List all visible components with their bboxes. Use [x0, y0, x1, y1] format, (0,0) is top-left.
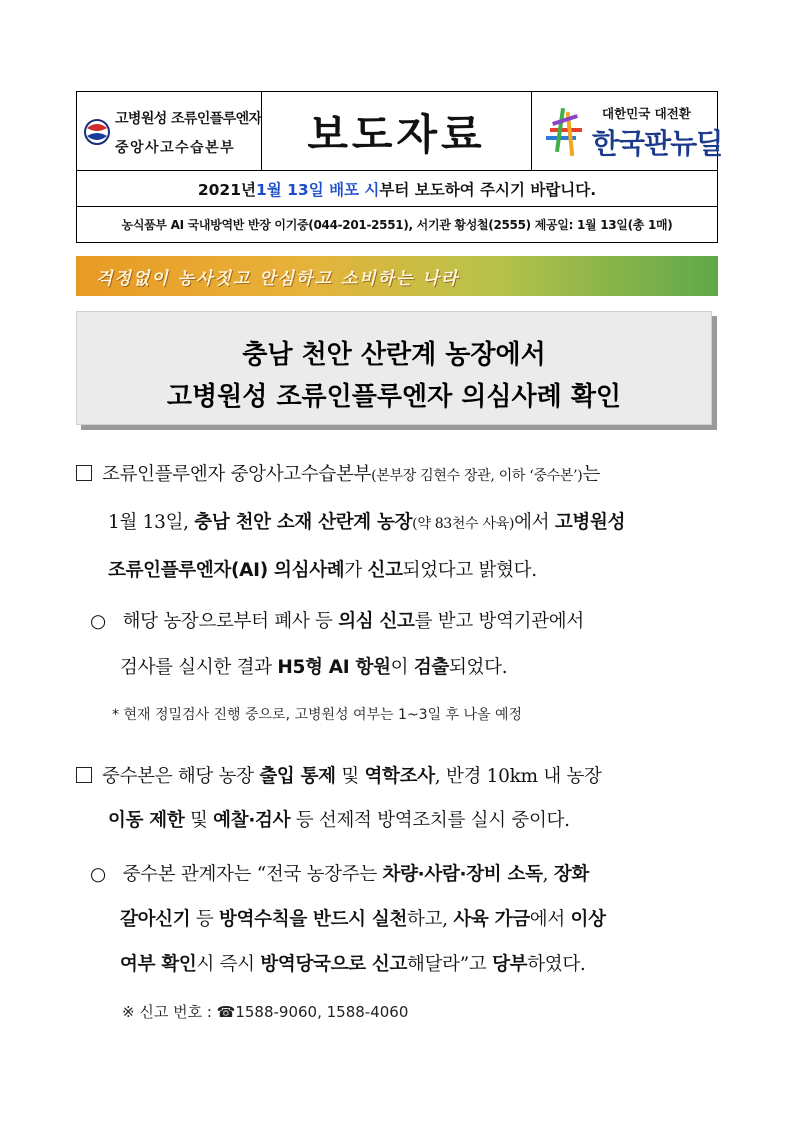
- contact-line: 농식품부 AI 국내방역반 반장 이기중(044-201-2551), 서기관 황성철(2555) 제공일: 1월 13일(총 1매): [121, 218, 673, 232]
- korean-new-deal-logo: [532, 92, 723, 171]
- press-title-cell: [262, 92, 532, 171]
- paragraph-1-line2: 1월 13일, 충남 천안 소재 산란계 농장(약 83천수 사육)에서 고병원성: [108, 512, 626, 533]
- paragraph-1-line1: 조류인플루엔자 중앙사고수습본부(본부장 김현수 장관, 이하 ‘중수본’)는: [76, 460, 600, 486]
- embargo-text: 부터 보도하여 주시기 바랍니다.: [379, 180, 597, 199]
- embargo-line: [77, 171, 717, 207]
- circle-bullet-icon: ○: [90, 611, 106, 632]
- embargo-year: 2021년: [197, 180, 256, 199]
- header-top-row: [77, 92, 723, 171]
- press-title: 보도자료: [307, 109, 486, 159]
- org-name-line1: 고병원성 조류인플루엔자: [115, 111, 262, 127]
- square-bullet-icon: [76, 767, 92, 783]
- paragraph-2-line2: 이동 제한 및 예찰·검사 등 선제적 방역조치를 실시 중이다.: [108, 810, 570, 831]
- circle-bullet-icon: ○: [90, 864, 106, 885]
- embargo-date: 1월 13일 배포 시: [255, 180, 380, 199]
- government-emblem-icon: [83, 104, 111, 160]
- paragraph-1-line3: 조류인플루엔자(AI) 의심사례가 신고되었다고 밝혔다.: [108, 560, 537, 581]
- square-bullet-icon: [76, 465, 92, 481]
- bullet-1-line1: ○ 해당 농장으로부터 폐사 등 의심 신고를 받고 방역기관에서: [90, 611, 584, 632]
- report-phone-numbers: ※ 신고 번호 : ☎1588-9060, 1588-4060: [122, 1003, 409, 1021]
- headline-line1: 충남 천안 산란계 농장에서: [242, 340, 546, 370]
- paragraph-2-line1: 중수본은 해당 농장 출입 통제 및 역학조사, 반경 10km 내 농장: [76, 762, 602, 788]
- org-name-line2: 중앙사고수습본부: [115, 140, 236, 156]
- new-deal-name: 한국판뉴딜: [592, 127, 723, 160]
- slogan-banner: [76, 256, 718, 296]
- bullet-2-line2: 갈아신기 등 방역수칙을 반드시 실천하고, 사육 가금에서 이상: [120, 909, 606, 930]
- ministry-logo: [77, 92, 262, 171]
- headline-box: [76, 311, 712, 425]
- headline-line2: 고병원성 조류인플루엔자 의심사례 확인: [166, 382, 622, 412]
- new-deal-tagline: 대한민국 대전환: [602, 106, 691, 121]
- bullet-2-line1: ○ 중수본 관계자는 “전국 농장주는 차량·사람·장비 소독, 장화: [90, 864, 589, 885]
- bullet-1-line2: 검사를 실시한 결과 H5형 AI 항원이 검출되었다.: [120, 657, 508, 678]
- footnote-precision-test: * 현재 정밀검사 진행 중으로, 고병원성 여부는 1~3일 후 나올 예정: [112, 707, 523, 723]
- bullet-2-line3: 여부 확인시 즉시 방역당국으로 신고해달라”고 당부하였다.: [120, 954, 586, 975]
- new-deal-mark-icon: [542, 104, 586, 160]
- press-header: [76, 91, 723, 243]
- slogan-text: 걱정없이 농사짓고 안심하고 소비하는 나라: [96, 268, 460, 289]
